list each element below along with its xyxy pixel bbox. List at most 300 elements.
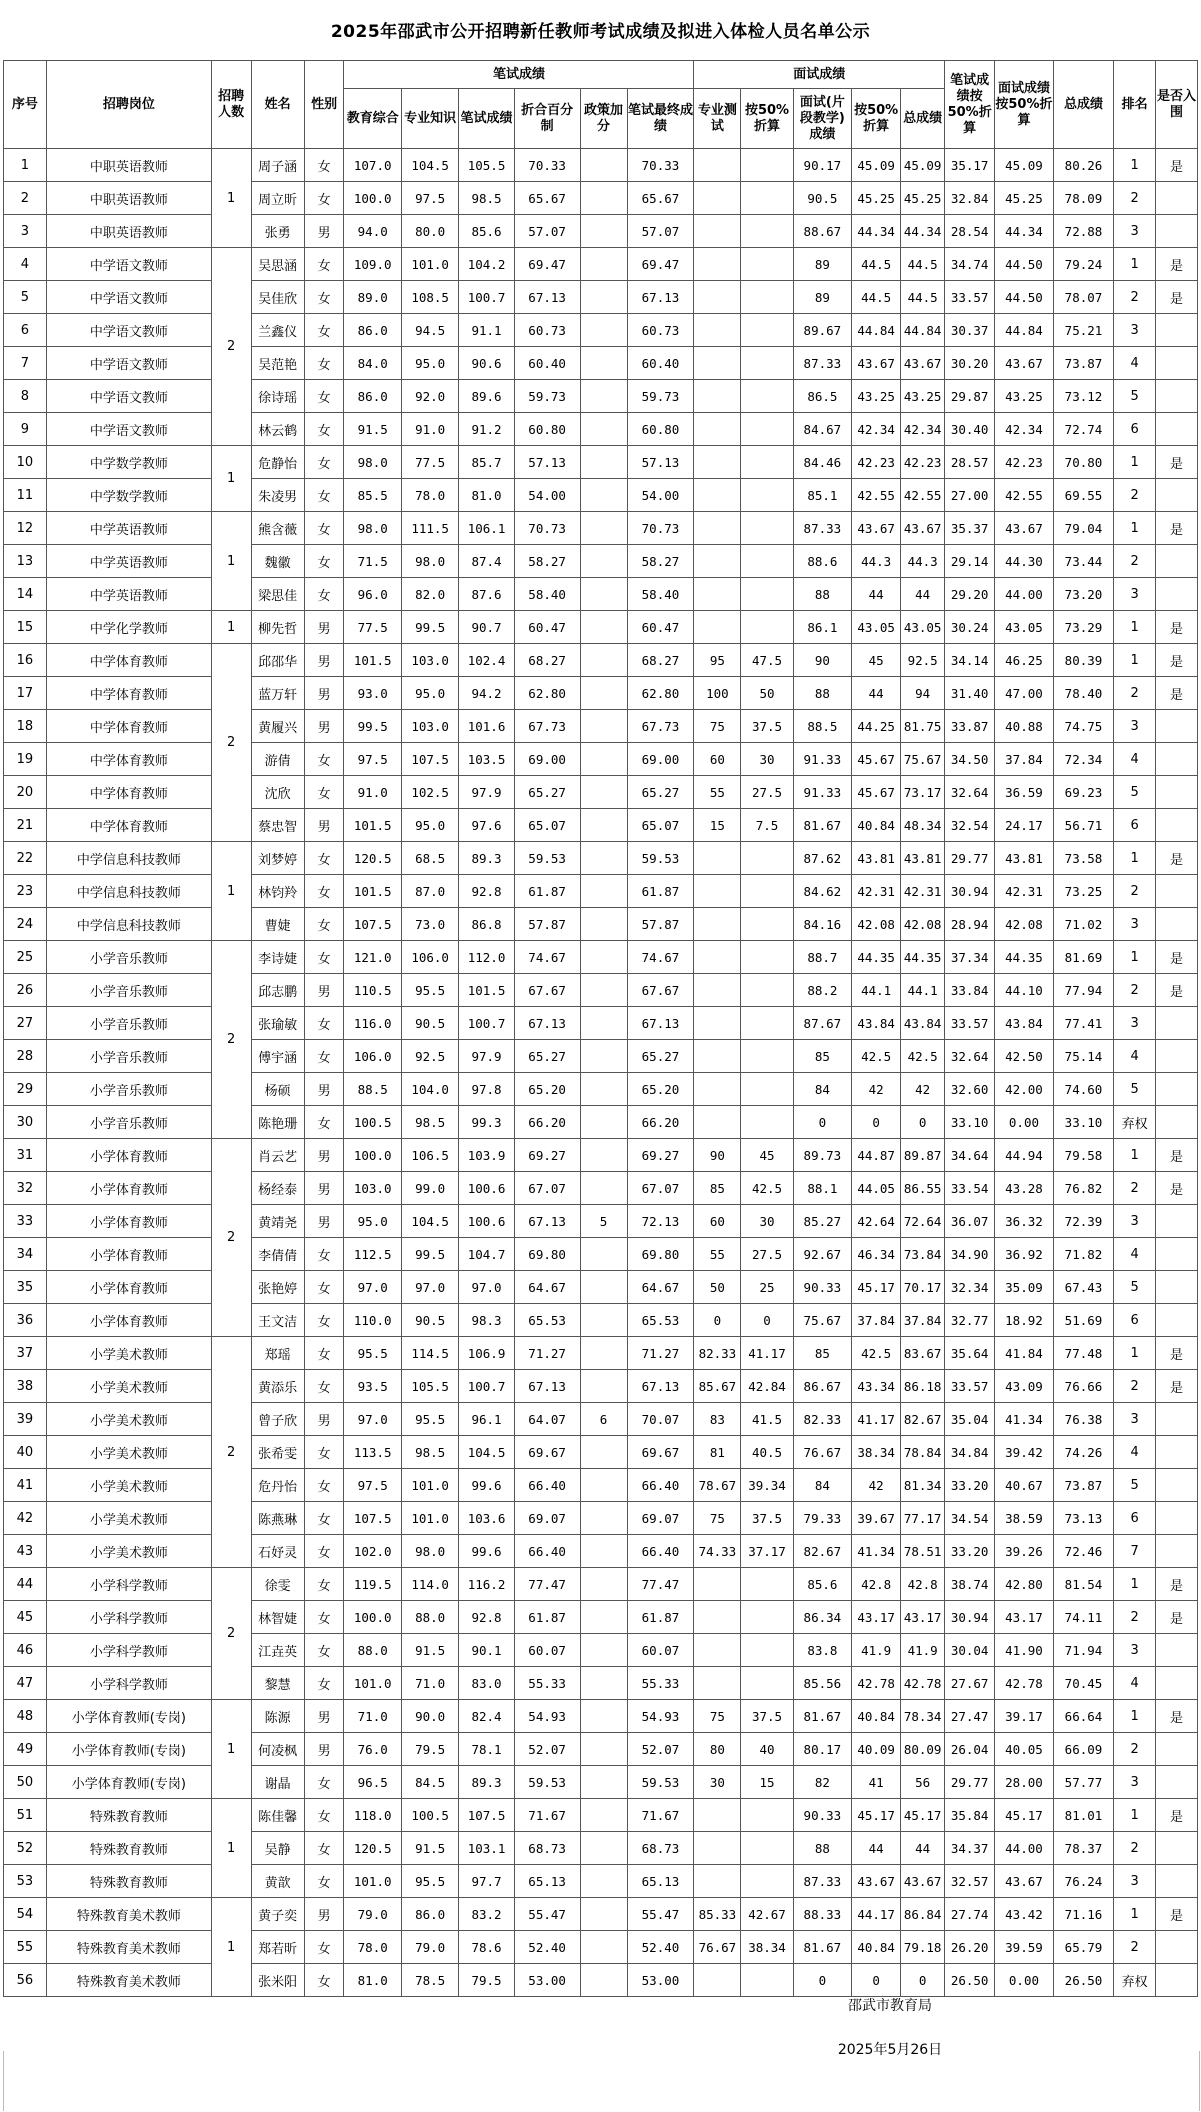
cell-seq: 3 [4,215,47,248]
cell-written-final: 65.53 [627,1304,694,1337]
cell-gender: 女 [304,512,344,545]
cell-name: 林钧羚 [251,875,304,908]
cell-lecture: 84 [793,1469,851,1502]
cell-written-50: 34.90 [945,1238,995,1271]
cell-lecture: 88 [793,677,851,710]
cell-prof: 90.0 [401,1700,458,1733]
cell-skill: 30 [694,1766,741,1799]
cell-lecture-50: 40.09 [852,1733,901,1766]
cell-interview-50: 0.00 [995,1964,1053,1997]
cell-rank: 4 [1114,1040,1156,1073]
cell-interview-50: 45.25 [995,182,1053,215]
cell-edu: 110.5 [344,974,401,1007]
cell-skill [694,413,741,446]
table-row [4,1634,1198,1667]
cell-edu: 91.5 [344,413,401,446]
cell-lecture-50: 42.5 [852,1040,901,1073]
cell-rank: 2 [1114,1601,1156,1634]
cell-name: 王文洁 [251,1304,304,1337]
cell-rank: 5 [1114,776,1156,809]
cell-written-final: 71.67 [627,1799,694,1832]
cell-skill [694,974,741,1007]
cell-total: 77.41 [1053,1007,1114,1040]
cell-skill-50: 45 [741,1139,793,1172]
cell-quota: 2 [211,941,251,1139]
header-skill-50: 按50%折算 [741,89,793,149]
cell-written-50: 33.54 [945,1172,995,1205]
cell-gender: 女 [304,1865,344,1898]
cell-written-50: 34.64 [945,1139,995,1172]
cell-rank: 3 [1114,1007,1156,1040]
cell-skill-50: 38.34 [741,1931,793,1964]
cell-name: 黄添乐 [251,1370,304,1403]
cell-policy [580,347,627,380]
cell-prof: 111.5 [401,512,458,545]
cell-pct: 58.40 [514,578,580,611]
cell-seq: 18 [4,710,47,743]
cell-skill-50: 41.5 [741,1403,793,1436]
cell-skill-50 [741,512,793,545]
cell-interview-total: 73.17 [901,776,945,809]
cell-seq: 53 [4,1865,47,1898]
cell-edu: 95.5 [344,1337,401,1370]
cell-rank: 4 [1114,1667,1156,1700]
cell-name: 何凌枫 [251,1733,304,1766]
cell-total: 73.29 [1053,611,1114,644]
cell-shortlist: 是 [1156,1898,1198,1931]
cell-interview-50: 44.94 [995,1139,1053,1172]
cell-shortlist [1156,1007,1198,1040]
cell-total: 74.75 [1053,710,1114,743]
table-row [4,1106,1198,1139]
cell-pct: 67.67 [514,974,580,1007]
cell-name: 张瑜敏 [251,1007,304,1040]
cell-lecture: 88 [793,578,851,611]
cell-skill: 95 [694,644,741,677]
cell-skill-50 [741,1964,793,1997]
cell-lecture-50: 45 [852,644,901,677]
cell-name: 李倩倩 [251,1238,304,1271]
cell-interview-total: 45.09 [901,149,945,182]
cell-rank: 1 [1114,1898,1156,1931]
cell-interview-total: 43.84 [901,1007,945,1040]
cell-shortlist: 是 [1156,281,1198,314]
cell-skill-50: 27.5 [741,776,793,809]
cell-skill-50: 30 [741,1205,793,1238]
cell-pct: 65.27 [514,1040,580,1073]
cell-edu: 101.0 [344,1667,401,1700]
cell-shortlist [1156,182,1198,215]
table-row [4,182,1198,215]
cell-total: 73.13 [1053,1502,1114,1535]
cell-pct: 65.67 [514,182,580,215]
cell-pct: 74.67 [514,941,580,974]
cell-edu: 97.0 [344,1271,401,1304]
cell-pct: 59.53 [514,1766,580,1799]
cell-rank: 7 [1114,1535,1156,1568]
cell-policy [580,1106,627,1139]
table-row [4,611,1198,644]
cell-position: 小学科学教师 [46,1634,211,1667]
cell-written-final: 59.53 [627,1766,694,1799]
cell-total: 76.66 [1053,1370,1114,1403]
cell-interview-total: 43.67 [901,1865,945,1898]
cell-policy [580,875,627,908]
cell-total: 81.54 [1053,1568,1114,1601]
cell-gender: 女 [304,1799,344,1832]
cell-lecture: 88.33 [793,1898,851,1931]
cell-edu: 76.0 [344,1733,401,1766]
cell-name: 林云鹤 [251,413,304,446]
cell-written-final: 67.67 [627,974,694,1007]
cell-shortlist [1156,1733,1198,1766]
cell-written-score: 90.7 [459,611,514,644]
cell-name: 杨硕 [251,1073,304,1106]
cell-edu: 101.5 [344,644,401,677]
cell-skill [694,908,741,941]
cell-policy [580,1898,627,1931]
cell-interview-total: 43.25 [901,380,945,413]
cell-gender: 男 [304,1700,344,1733]
cell-policy [580,248,627,281]
cell-lecture-50: 42 [852,1073,901,1106]
cell-prof: 94.5 [401,314,458,347]
cell-prof: 101.0 [401,1502,458,1535]
cell-name: 周子涵 [251,149,304,182]
cell-quota: 1 [211,1700,251,1799]
cell-rank: 1 [1114,512,1156,545]
cell-written-50: 29.20 [945,578,995,611]
cell-rank: 2 [1114,545,1156,578]
cell-skill-50 [741,611,793,644]
cell-seq: 36 [4,1304,47,1337]
cell-prof: 104.5 [401,149,458,182]
cell-shortlist: 是 [1156,446,1198,479]
cell-rank: 2 [1114,1832,1156,1865]
cell-lecture-50: 43.67 [852,1865,901,1898]
cell-interview-50: 18.92 [995,1304,1053,1337]
cell-policy [580,1634,627,1667]
cell-edu: 93.0 [344,677,401,710]
cell-gender: 女 [304,1469,344,1502]
table-row [4,1007,1198,1040]
cell-total: 74.26 [1053,1436,1114,1469]
cell-written-score: 103.6 [459,1502,514,1535]
cell-skill [694,842,741,875]
cell-name: 黎慧 [251,1667,304,1700]
cell-pct: 69.47 [514,248,580,281]
cell-written-50: 26.20 [945,1931,995,1964]
cell-interview-50: 43.05 [995,611,1053,644]
table-row [4,1799,1198,1832]
cell-interview-50: 42.00 [995,1073,1053,1106]
cell-written-final: 67.13 [627,1370,694,1403]
cell-pct: 66.20 [514,1106,580,1139]
cell-lecture-50: 42.31 [852,875,901,908]
cell-gender: 女 [304,314,344,347]
cell-lecture-50: 42.64 [852,1205,901,1238]
cell-position: 中学信息科技教师 [46,875,211,908]
cell-edu: 100.0 [344,182,401,215]
cell-written-50: 32.57 [945,1865,995,1898]
cell-written-50: 28.54 [945,215,995,248]
cell-written-50: 35.17 [945,149,995,182]
cell-total: 71.94 [1053,1634,1114,1667]
cell-name: 陈艳珊 [251,1106,304,1139]
cell-edu: 100.5 [344,1106,401,1139]
cell-pct: 52.40 [514,1931,580,1964]
cell-interview-50: 43.67 [995,347,1053,380]
header-seq: 序号 [4,61,47,149]
cell-written-final: 69.07 [627,1502,694,1535]
cell-written-final: 67.07 [627,1172,694,1205]
cell-lecture-50: 43.34 [852,1370,901,1403]
cell-prof: 106.0 [401,941,458,974]
cell-interview-50: 41.34 [995,1403,1053,1436]
cell-written-50: 33.57 [945,281,995,314]
cell-pct: 57.07 [514,215,580,248]
cell-pct: 55.33 [514,1667,580,1700]
cell-written-final: 60.40 [627,347,694,380]
cell-written-50: 33.10 [945,1106,995,1139]
cell-interview-50: 43.28 [995,1172,1053,1205]
cell-gender: 女 [304,1106,344,1139]
table-row [4,1304,1198,1337]
cell-pct: 68.27 [514,644,580,677]
cell-lecture-50: 45.09 [852,149,901,182]
cell-written-score: 87.6 [459,578,514,611]
cell-interview-50: 44.10 [995,974,1053,1007]
cell-written-final: 68.27 [627,644,694,677]
cell-shortlist [1156,1502,1198,1535]
cell-position: 中学体育教师 [46,710,211,743]
cell-written-final: 65.13 [627,1865,694,1898]
cell-shortlist [1156,545,1198,578]
cell-seq: 4 [4,248,47,281]
cell-edu: 107.0 [344,149,401,182]
cell-seq: 8 [4,380,47,413]
cell-lecture-50: 45.17 [852,1271,901,1304]
cell-policy [580,1304,627,1337]
cell-edu: 101.5 [344,875,401,908]
cell-edu: 101.5 [344,809,401,842]
cell-interview-total: 0 [901,1964,945,1997]
cell-lecture-50: 44.3 [852,545,901,578]
cell-written-50: 32.60 [945,1073,995,1106]
cell-written-score: 104.2 [459,248,514,281]
header-interview-total: 总成绩 [901,89,945,149]
cell-skill: 75 [694,710,741,743]
cell-total: 33.10 [1053,1106,1114,1139]
cell-position: 小学音乐教师 [46,1040,211,1073]
cell-interview-50: 38.59 [995,1502,1053,1535]
cell-gender: 女 [304,908,344,941]
cell-prof: 101.0 [401,1469,458,1502]
cell-interview-total: 37.84 [901,1304,945,1337]
cell-seq: 46 [4,1634,47,1667]
cell-written-final: 59.73 [627,380,694,413]
table-row [4,281,1198,314]
table-row [4,248,1198,281]
cell-lecture-50: 0 [852,1964,901,1997]
cell-interview-50: 35.09 [995,1271,1053,1304]
cell-written-final: 65.27 [627,1040,694,1073]
cell-shortlist [1156,1865,1198,1898]
cell-written-score: 103.5 [459,743,514,776]
cell-quota: 2 [211,1568,251,1700]
cell-gender: 女 [304,1238,344,1271]
cell-written-score: 99.6 [459,1469,514,1502]
cell-position: 小学音乐教师 [46,1073,211,1106]
cell-prof: 108.5 [401,281,458,314]
cell-name: 徐雯 [251,1568,304,1601]
cell-skill [694,314,741,347]
cell-total: 79.24 [1053,248,1114,281]
cell-written-final: 55.47 [627,1898,694,1931]
cell-written-final: 58.27 [627,545,694,578]
table-row [4,1205,1198,1238]
cell-name: 沈欣 [251,776,304,809]
cell-written-50: 29.14 [945,545,995,578]
cell-skill: 90 [694,1139,741,1172]
cell-skill: 80 [694,1733,741,1766]
cell-lecture-50: 44.1 [852,974,901,1007]
cell-lecture: 88.1 [793,1172,851,1205]
cell-written-score: 89.3 [459,842,514,875]
cell-name: 陈佳馨 [251,1799,304,1832]
cell-interview-50: 43.84 [995,1007,1053,1040]
cell-total: 81.01 [1053,1799,1114,1832]
cell-name: 李诗婕 [251,941,304,974]
cell-total: 73.25 [1053,875,1114,908]
cell-skill [694,875,741,908]
cell-name: 魏徽 [251,545,304,578]
cell-lecture-50: 44 [852,677,901,710]
cell-written-score: 99.3 [459,1106,514,1139]
cell-skill: 100 [694,677,741,710]
table-row [4,380,1198,413]
cell-total: 74.60 [1053,1073,1114,1106]
header-rank: 排名 [1114,61,1156,149]
issue-date: 2025年5月26日 [837,2042,943,2058]
cell-name: 吴思涵 [251,248,304,281]
cell-total: 70.80 [1053,446,1114,479]
header-position: 招聘岗位 [46,61,211,149]
cell-skill: 60 [694,743,741,776]
cell-gender: 女 [304,1502,344,1535]
cell-policy [580,1238,627,1271]
cell-rank: 3 [1114,908,1156,941]
cell-lecture: 87.33 [793,512,851,545]
cell-written-final: 57.07 [627,215,694,248]
cell-rank: 2 [1114,182,1156,215]
cell-total: 78.07 [1053,281,1114,314]
cell-prof: 84.5 [401,1766,458,1799]
cell-lecture-50: 43.84 [852,1007,901,1040]
cell-written-50: 30.94 [945,875,995,908]
cell-pct: 68.73 [514,1832,580,1865]
cell-lecture: 84.62 [793,875,851,908]
cell-interview-total: 45.17 [901,1799,945,1832]
cell-name: 黄履兴 [251,710,304,743]
cell-lecture-50: 41.9 [852,1634,901,1667]
cell-written-score: 90.1 [459,1634,514,1667]
cell-pct: 60.73 [514,314,580,347]
table-row [4,1502,1198,1535]
cell-total: 26.50 [1053,1964,1114,1997]
cell-interview-total: 79.18 [901,1931,945,1964]
table-row [4,1040,1198,1073]
cell-name: 江垚英 [251,1634,304,1667]
cell-lecture: 90.33 [793,1271,851,1304]
cell-quota: 1 [211,446,251,512]
cell-interview-50: 43.67 [995,1865,1053,1898]
cell-gender: 女 [304,1436,344,1469]
cell-policy [580,1568,627,1601]
cell-lecture: 88.7 [793,941,851,974]
cell-total: 76.82 [1053,1172,1114,1205]
cell-edu: 97.5 [344,1469,401,1502]
cell-total: 78.37 [1053,1832,1114,1865]
cell-skill-50 [741,413,793,446]
cell-name: 黄靖尧 [251,1205,304,1238]
cell-shortlist [1156,1238,1198,1271]
cell-written-50: 33.87 [945,710,995,743]
cell-seq: 17 [4,677,47,710]
cell-lecture: 85.27 [793,1205,851,1238]
cell-gender: 女 [304,182,344,215]
cell-written-score: 101.6 [459,710,514,743]
cell-position: 中职英语教师 [46,149,211,182]
cell-policy [580,314,627,347]
cell-interview-50: 40.05 [995,1733,1053,1766]
cell-skill [694,446,741,479]
cell-name: 邱志鹏 [251,974,304,1007]
cell-position: 小学体育教师 [46,1205,211,1238]
cell-written-50: 27.67 [945,1667,995,1700]
cell-skill [694,479,741,512]
table-row [4,1535,1198,1568]
cell-name: 张米阳 [251,1964,304,1997]
cell-pct: 69.07 [514,1502,580,1535]
cell-position: 中学化学教师 [46,611,211,644]
cell-interview-50: 39.17 [995,1700,1053,1733]
cell-gender: 男 [304,809,344,842]
cell-shortlist: 是 [1156,1568,1198,1601]
cell-prof: 92.5 [401,1040,458,1073]
cell-pct: 69.80 [514,1238,580,1271]
cell-total: 77.48 [1053,1337,1114,1370]
cell-lecture: 90 [793,644,851,677]
cell-seq: 20 [4,776,47,809]
cell-shortlist [1156,1469,1198,1502]
cell-rank: 1 [1114,644,1156,677]
cell-shortlist [1156,908,1198,941]
header-total: 总成绩 [1053,61,1114,149]
cell-skill-50: 25 [741,1271,793,1304]
cell-interview-50: 36.59 [995,776,1053,809]
cell-written-50: 37.34 [945,941,995,974]
header-lecture: 面试(片段教学)成绩 [793,89,851,149]
cell-written-score: 92.8 [459,875,514,908]
cell-lecture: 86.34 [793,1601,851,1634]
cell-skill-50: 40 [741,1733,793,1766]
cell-seq: 23 [4,875,47,908]
cell-lecture-50: 44 [852,578,901,611]
cell-edu: 88.0 [344,1634,401,1667]
cell-rank: 4 [1114,347,1156,380]
cell-interview-total: 75.67 [901,743,945,776]
